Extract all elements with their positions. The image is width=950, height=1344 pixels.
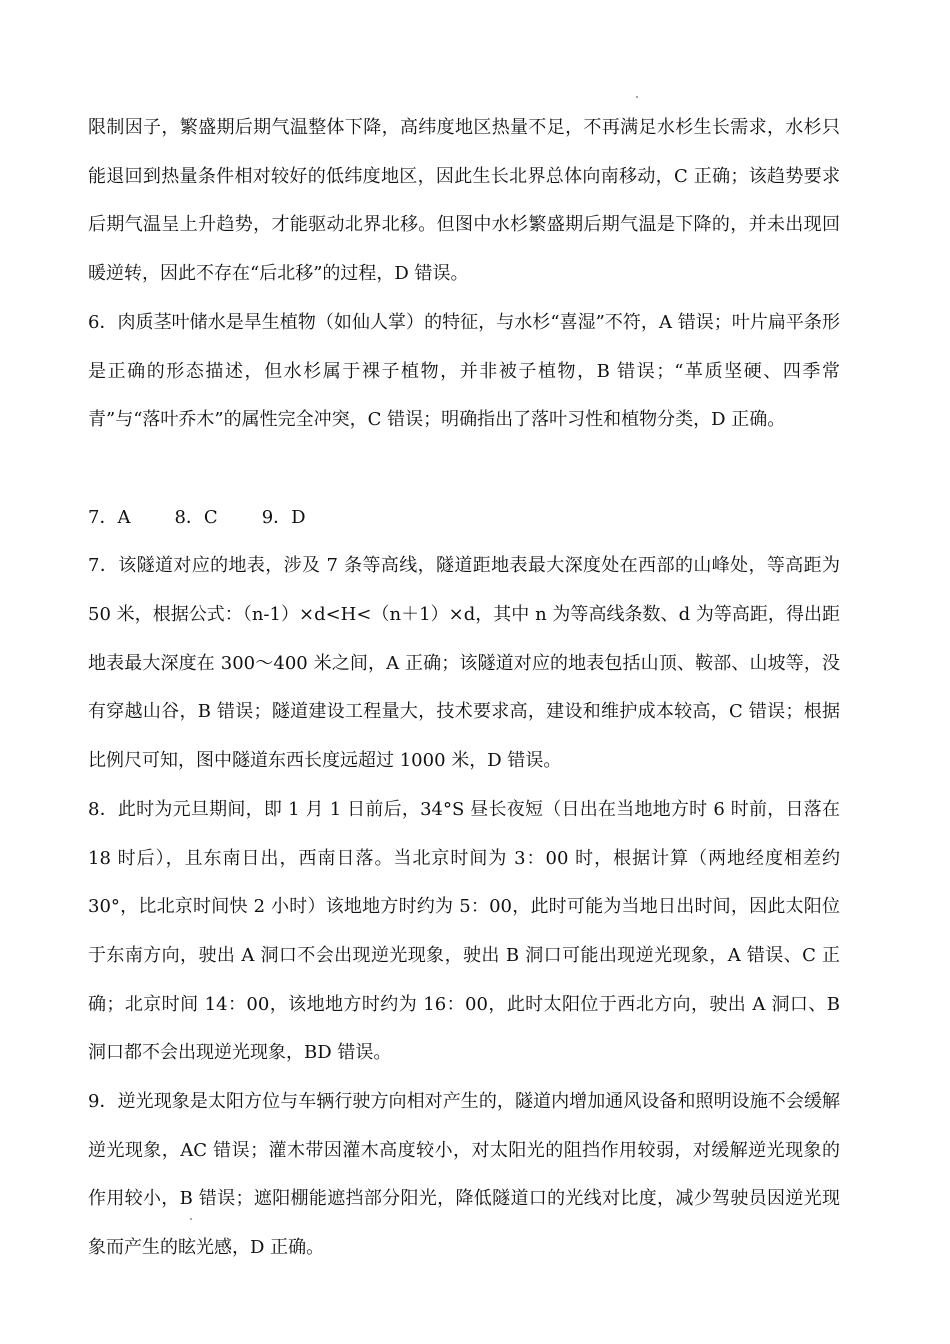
answer-8: 8．C (174, 506, 218, 528)
answer-key-line (88, 494, 840, 543)
paragraph-explanation-8: 8．此时为元旦期间，即 1 月 1 日前后，34°S 昼长夜短（日出在当地地方时 6 时前，日落在 18 时后），且东南日出，西南日落。当北京时间为 3：00 时，根据计算（两地经度相差约 30°，比北京时间快 2 小时）该地地方时约为 5：00，此时可能为当地日出时间，因此太阳位于东南方向，驶出 A 洞口不会出现逆光现象，驶出 B 洞口可能出现逆光现象，A 错误、C 正确；北京时间 14：00，该地地方时约为 16：00，此时太阳位于西北方向，驶出 A 洞口、B 洞口都不会出现逆光现象，BD 错误。 (88, 798, 841, 1064)
paragraph-explanation-7: 7．该隧道对应的地表，涉及 7 条等高线，隧道距地表最大深度处在西部的山峰处，等高距为 50 米，根据公式：（n-1）×d<H<（n＋1）×d，其中 n 为等高线条数、d 为等高距，得出距地表最大深度在 300～400 米之间，A 正确；该隧道对应的地表包括山顶、鞍部、山坡等，没有穿越山谷，B 错误；隧道建设工程量大，技术要求高，建设和维护成本较高，C 错误；根据比例尺可知，图中隧道东西长度远超过 1000 米，D 错误。 (88, 555, 840, 772)
scan-speck (636, 96, 638, 98)
paragraph-continued-5: 限制因子，繁盛期后期气温整体下降，高纬度地区热量不足，不再满足水杉生长需求，水杉只能退回到热量条件相对较好的低纬度地区，因此生长北界总体向南移动，C 正确；该趋势要求后期气温呈上升趋势，才能驱动北界北移。但图中水杉繁盛期后期气温是下降的，并未出现回暖逆转，因此不存在“后北移”的过程，D 错误。 (88, 117, 840, 285)
answer-7: 7．A (88, 506, 131, 528)
paragraph-explanation-9: 9．逆光现象是太阳方位与车辆行驶方向相对产生的，隧道内增加通风设备和照明设施不会缓解逆光现象，AC 错误；灌木带因灌木高度较小，对太阳光的阻挡作用较弱，对缓解逆光现象的作用较小，B 错误；遮阳棚能遮挡部分阳光，降低隧道口的光线对比度，减少驾驶员因逆光现象而产生的眩光感，D 正确。 (88, 1091, 840, 1259)
answer-explanations (88, 104, 840, 1273)
paragraph-explanation-6: 6．肉质茎叶储水是旱生植物（如仙人掌）的特征，与水杉“喜湿”不符，A 错误；叶片扁平条形是正确的形态描述，但水杉属于裸子植物，并非被子植物，B 错误；“革质坚硬、四季常青”与“落叶乔木”的属性完全冲突，C 错误；明确指出了落叶习性和植物分类，D 正确。 (88, 311, 840, 431)
answer-9: 9．D (261, 506, 306, 528)
